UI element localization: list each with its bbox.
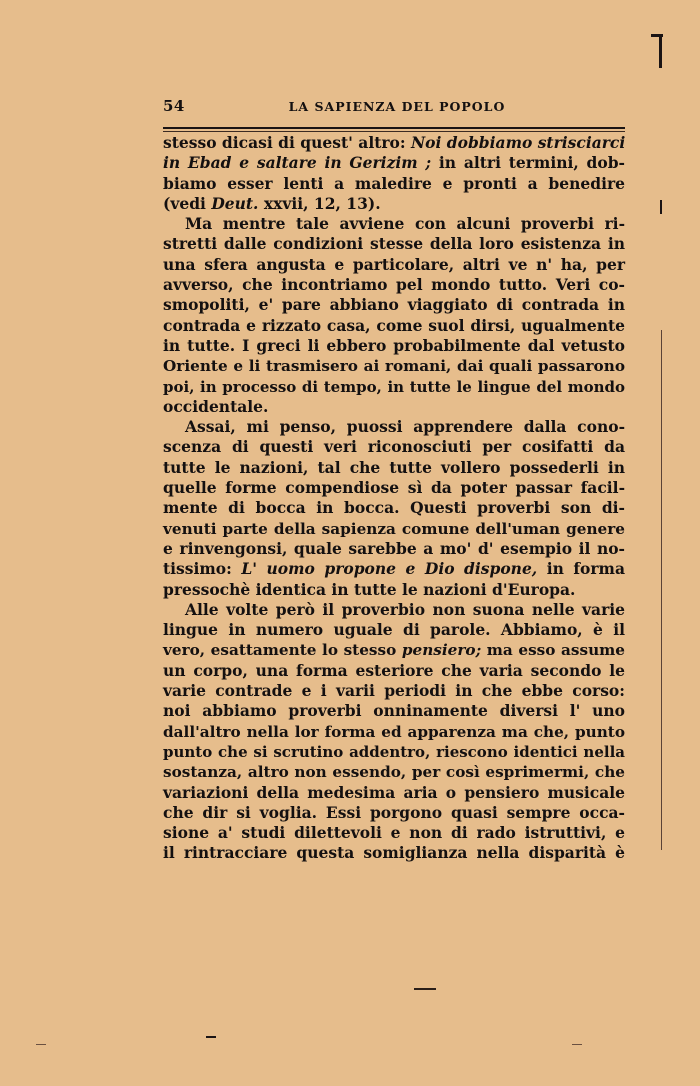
text-line	[163, 580, 625, 600]
text-run: in altri termini, dob-	[431, 153, 625, 173]
text-line	[163, 620, 625, 640]
text-line	[163, 397, 625, 417]
scan-mark-top-right-stem	[659, 34, 662, 68]
text-line	[163, 843, 625, 863]
text-run: Oriente e li trasmisero ai romani, dai quali passarono	[163, 357, 625, 376]
text-line	[163, 174, 625, 194]
text-line	[163, 316, 625, 336]
text-line	[163, 640, 625, 660]
italic-text: in Ebad e saltare in Gerizim ;	[163, 153, 432, 173]
text-run: sostanza, altro non essendo, per così esprimermi, che	[163, 763, 625, 782]
text-line	[163, 559, 625, 579]
text-run: Assai, mi penso, puossi apprendere dalla cono-	[185, 417, 625, 437]
scan-mark-bottom-edge-right	[572, 1044, 582, 1045]
text-line	[163, 783, 625, 803]
text-run: lingue in numero uguale di parole. Abbiamo, è il	[163, 620, 625, 640]
header-rule-thin	[163, 131, 625, 132]
text-run: in tutte. I greci li ebbero probabilmente dal vetusto	[163, 335, 625, 355]
text-run: varie contrade e i varii periodi in che ebbe corso:	[163, 681, 625, 701]
text-line	[163, 803, 625, 823]
text-line	[163, 519, 625, 539]
text-line	[163, 661, 625, 681]
text-line	[163, 458, 625, 478]
text-line	[163, 153, 625, 173]
running-title: LA SAPIENZA DEL POPOLO	[288, 99, 506, 114]
scan-mark-bottom-edge-left	[36, 1044, 46, 1045]
text-run: variazioni della medesima aria o pensiero musicale	[163, 782, 625, 802]
text-run: (vedi	[163, 193, 212, 213]
page-number: 54	[163, 97, 185, 115]
scan-mark-right-1	[660, 200, 662, 214]
text-line	[163, 762, 625, 782]
text-line	[163, 377, 625, 397]
text-line	[163, 214, 625, 234]
text-line	[163, 742, 625, 762]
scan-mark-bottom-dash	[414, 988, 436, 990]
text-run: contrada e rizzato casa, come suol dirsi, ugualmente	[163, 315, 625, 335]
text-run: sione a' studi dilettevoli e non di rado istruttivi, e	[163, 823, 625, 843]
text-line	[163, 478, 625, 498]
text-line	[163, 234, 625, 254]
text-run: avverso, che incontriamo pel mondo tutto. Veri co-	[163, 275, 625, 295]
text-run: poi, in processo di tempo, in tutte le lingue del mondo	[163, 377, 625, 396]
italic-text: L' uomo propone e Dio dispone,	[241, 559, 538, 579]
text-run: Ma mentre tale avviene con alcuni proverbi ri-	[185, 214, 625, 234]
body-text	[163, 133, 625, 864]
text-run: tissimo:	[163, 559, 242, 579]
text-line	[163, 722, 625, 742]
text-line	[163, 275, 625, 295]
text-run: stesso dicasi di quest' altro:	[163, 133, 411, 152]
text-line	[163, 133, 625, 153]
text-line	[163, 823, 625, 843]
text-run: stretti dalle condizioni stesse della loro esistenza in	[163, 234, 625, 254]
italic-text: Deut.	[211, 193, 259, 213]
scan-mark-bottom-left	[206, 1036, 216, 1038]
text-run: noi abbiamo proverbi onninamente diversi l' uno	[163, 701, 625, 721]
text-run: il rintracciare questa somiglianza nella disparità è	[163, 843, 625, 863]
text-run: smopoliti, e' pare abbiano viaggiato di contrada in	[163, 295, 625, 315]
header-rule	[163, 127, 625, 129]
text-run: xxvii, 12, 13).	[258, 193, 381, 213]
text-run: che dir si voglia. Essi porgono quasi sempre occa-	[163, 802, 625, 822]
text-run: quelle forme compendiose sì da poter passar facil-	[163, 478, 625, 498]
italic-text: pensiero;	[401, 641, 482, 660]
text-line	[163, 194, 625, 214]
text-run: pressochè identica in tutte le nazioni d'Europa.	[163, 579, 576, 599]
text-line	[163, 255, 625, 275]
text-run: una sfera angusta e particolare, altri ve n' ha, per	[163, 254, 625, 274]
text-run: Alle volte però il proverbio non suona nelle varie	[185, 599, 625, 619]
text-run: e rinvengonsi, quale sarebbe a mo' d' esempio il no-	[163, 538, 625, 558]
text-line	[163, 437, 625, 457]
page-header	[163, 97, 625, 119]
text-run: venuti parte della sapienza comune dell'uman genere	[163, 519, 625, 538]
text-run: biamo esser lenti a maledire e pronti a benedire	[163, 173, 625, 193]
text-line	[163, 336, 625, 356]
text-run: punto che si scrutino addentro, riescono identici nella	[163, 742, 625, 761]
text-run: ma esso assume	[481, 641, 625, 660]
italic-text: Noi dobbiamo strisciarci	[411, 133, 626, 152]
text-run: vero, esattamente lo stesso	[163, 641, 402, 660]
text-line	[163, 701, 625, 721]
text-run: un corpo, una forma esteriore che varia secondo le	[163, 660, 625, 680]
text-run: scenza di questi veri riconosciuti per cosifatti da	[163, 437, 625, 457]
text-line	[163, 600, 625, 620]
text-line	[163, 295, 625, 315]
text-run: occidentale.	[163, 396, 269, 416]
text-run: mente di bocca in bocca. Questi proverbi son di-	[163, 498, 625, 518]
text-line	[163, 498, 625, 518]
scan-mark-right-edge	[661, 330, 662, 850]
text-run: tutte le nazioni, tal che tutte vollero possederli in	[163, 457, 625, 477]
text-line	[163, 539, 625, 559]
text-line	[163, 681, 625, 701]
text-line	[163, 417, 625, 437]
text-line	[163, 356, 625, 376]
text-run: dall'altro nella lor forma ed apparenza ma che, punto	[163, 722, 625, 741]
text-run: in forma	[537, 559, 625, 579]
